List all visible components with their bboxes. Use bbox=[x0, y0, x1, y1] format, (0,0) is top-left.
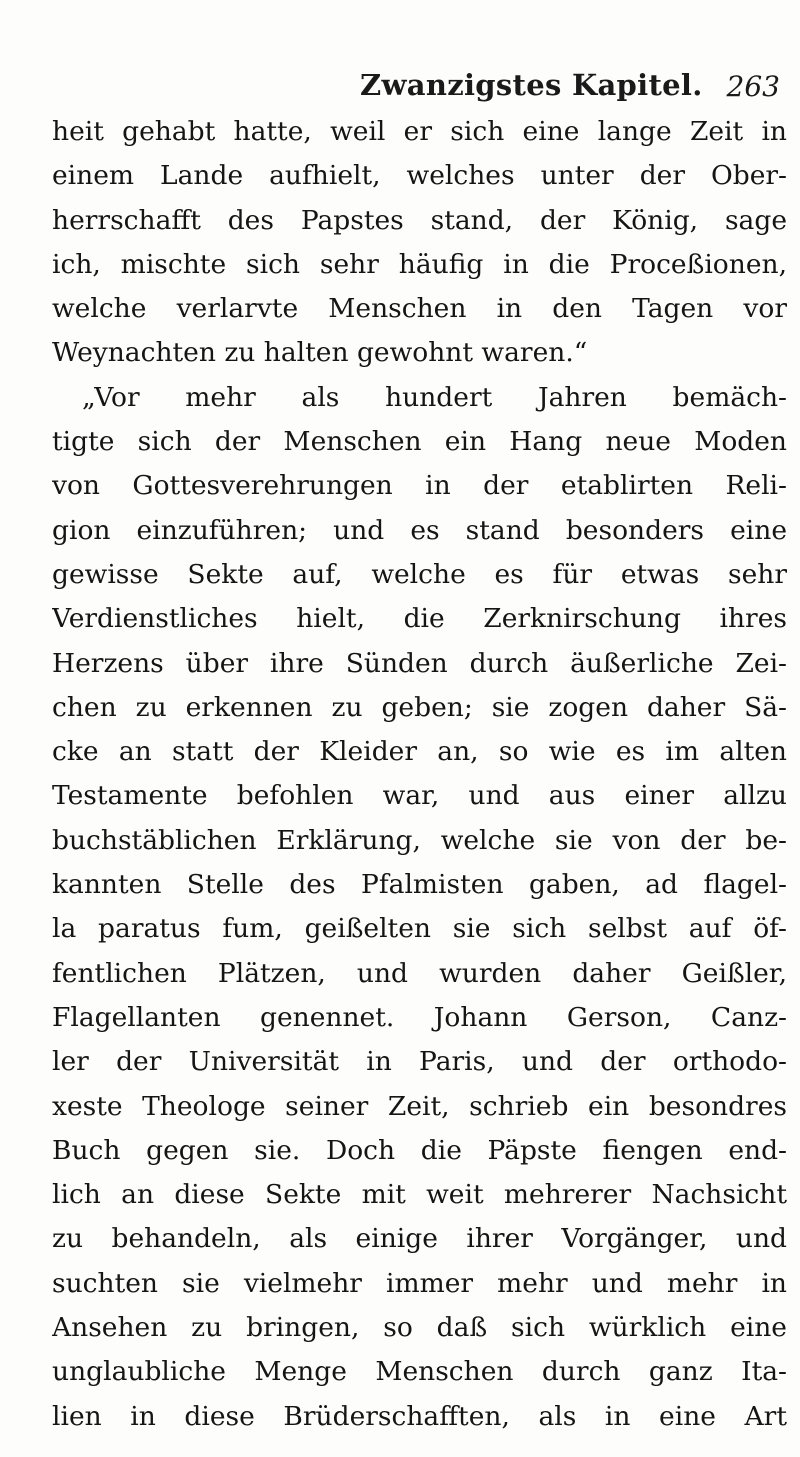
text-line: herrschafft des Papstes stand, der König, sage bbox=[52, 204, 787, 236]
text-line: fentlichen Plätzen, und wurden daher Geißler, bbox=[52, 957, 787, 989]
body-text bbox=[52, 110, 787, 1439]
text-line: cke an statt der Kleider an, so wie es im alten bbox=[52, 736, 787, 768]
text-line: Buch gegen sie. Doch die Päpste fiengen end- bbox=[52, 1134, 787, 1166]
text-line: heit gehabt hatte, weil er sich eine lange Zeit in bbox=[52, 116, 787, 147]
text-line: Weynachten zu halten gewohnt waren.“ bbox=[52, 337, 588, 369]
page-number: 263 bbox=[726, 70, 780, 103]
text-line: von Gottesverehrungen in der etablirten Reli- bbox=[52, 470, 787, 502]
text-line: lien in diese Brüderschafften, als in eine Art bbox=[52, 1400, 787, 1432]
text-line: zu behandeln, als einige ihrer Vorgänger, und bbox=[52, 1223, 787, 1255]
text-line: gewisse Sekte auf, welche es für etwas sehr bbox=[52, 558, 787, 590]
text-line: einem Lande aufhielt, welches unter der Ober- bbox=[52, 160, 787, 192]
text-line: Ansehen zu bringen, so daß sich würklich eine bbox=[52, 1312, 787, 1344]
page-header bbox=[360, 68, 780, 112]
text-line: kannten Stelle des Pfalmisten gaben, ad flagel- bbox=[52, 869, 787, 901]
text-line: Verdienstliches hielt, die Zerknirschung ihres bbox=[52, 603, 787, 635]
text-line: Herzens über ihre Sünden durch äußerliche Zei- bbox=[52, 647, 787, 679]
text-line: tigte sich der Menschen ein Hang neue Moden bbox=[52, 426, 787, 458]
text-line: unglaubliche Menge Menschen durch ganz Ita- bbox=[52, 1356, 787, 1388]
text-line: suchten sie vielmehr immer mehr und mehr in bbox=[52, 1267, 787, 1299]
text-line: ich, mischte sich sehr häufig in die Proceßionen, bbox=[52, 248, 787, 280]
text-line: xeste Theologe seiner Zeit, schrieb ein besondres bbox=[52, 1090, 787, 1122]
text-line: Testamente befohlen war, und aus einer allzu bbox=[52, 780, 787, 812]
text-line: welche verlarvte Menschen in den Tagen vor bbox=[52, 293, 787, 325]
text-line: gion einzuführen; und es stand besonders eine bbox=[52, 514, 787, 546]
running-head: Zwanzigstes Kapitel. bbox=[360, 68, 703, 102]
text-line: chen zu erkennen zu geben; sie zogen daher Sä- bbox=[52, 691, 787, 723]
text-line: „Vor mehr als hundert Jahren bemäch- bbox=[82, 381, 787, 413]
text-line: Flagellanten genennet. Johann Gerson, Canz- bbox=[52, 1001, 787, 1033]
text-line: ler der Universität in Paris, und der orthodo- bbox=[52, 1046, 787, 1078]
text-line: buchstäblichen Erklärung, welche sie von der be- bbox=[52, 824, 787, 856]
text-line: la paratus fum, geißelten sie sich selbst auf öf- bbox=[52, 913, 787, 945]
text-line: lich an diese Sekte mit weit mehrerer Nachsicht bbox=[52, 1179, 787, 1211]
